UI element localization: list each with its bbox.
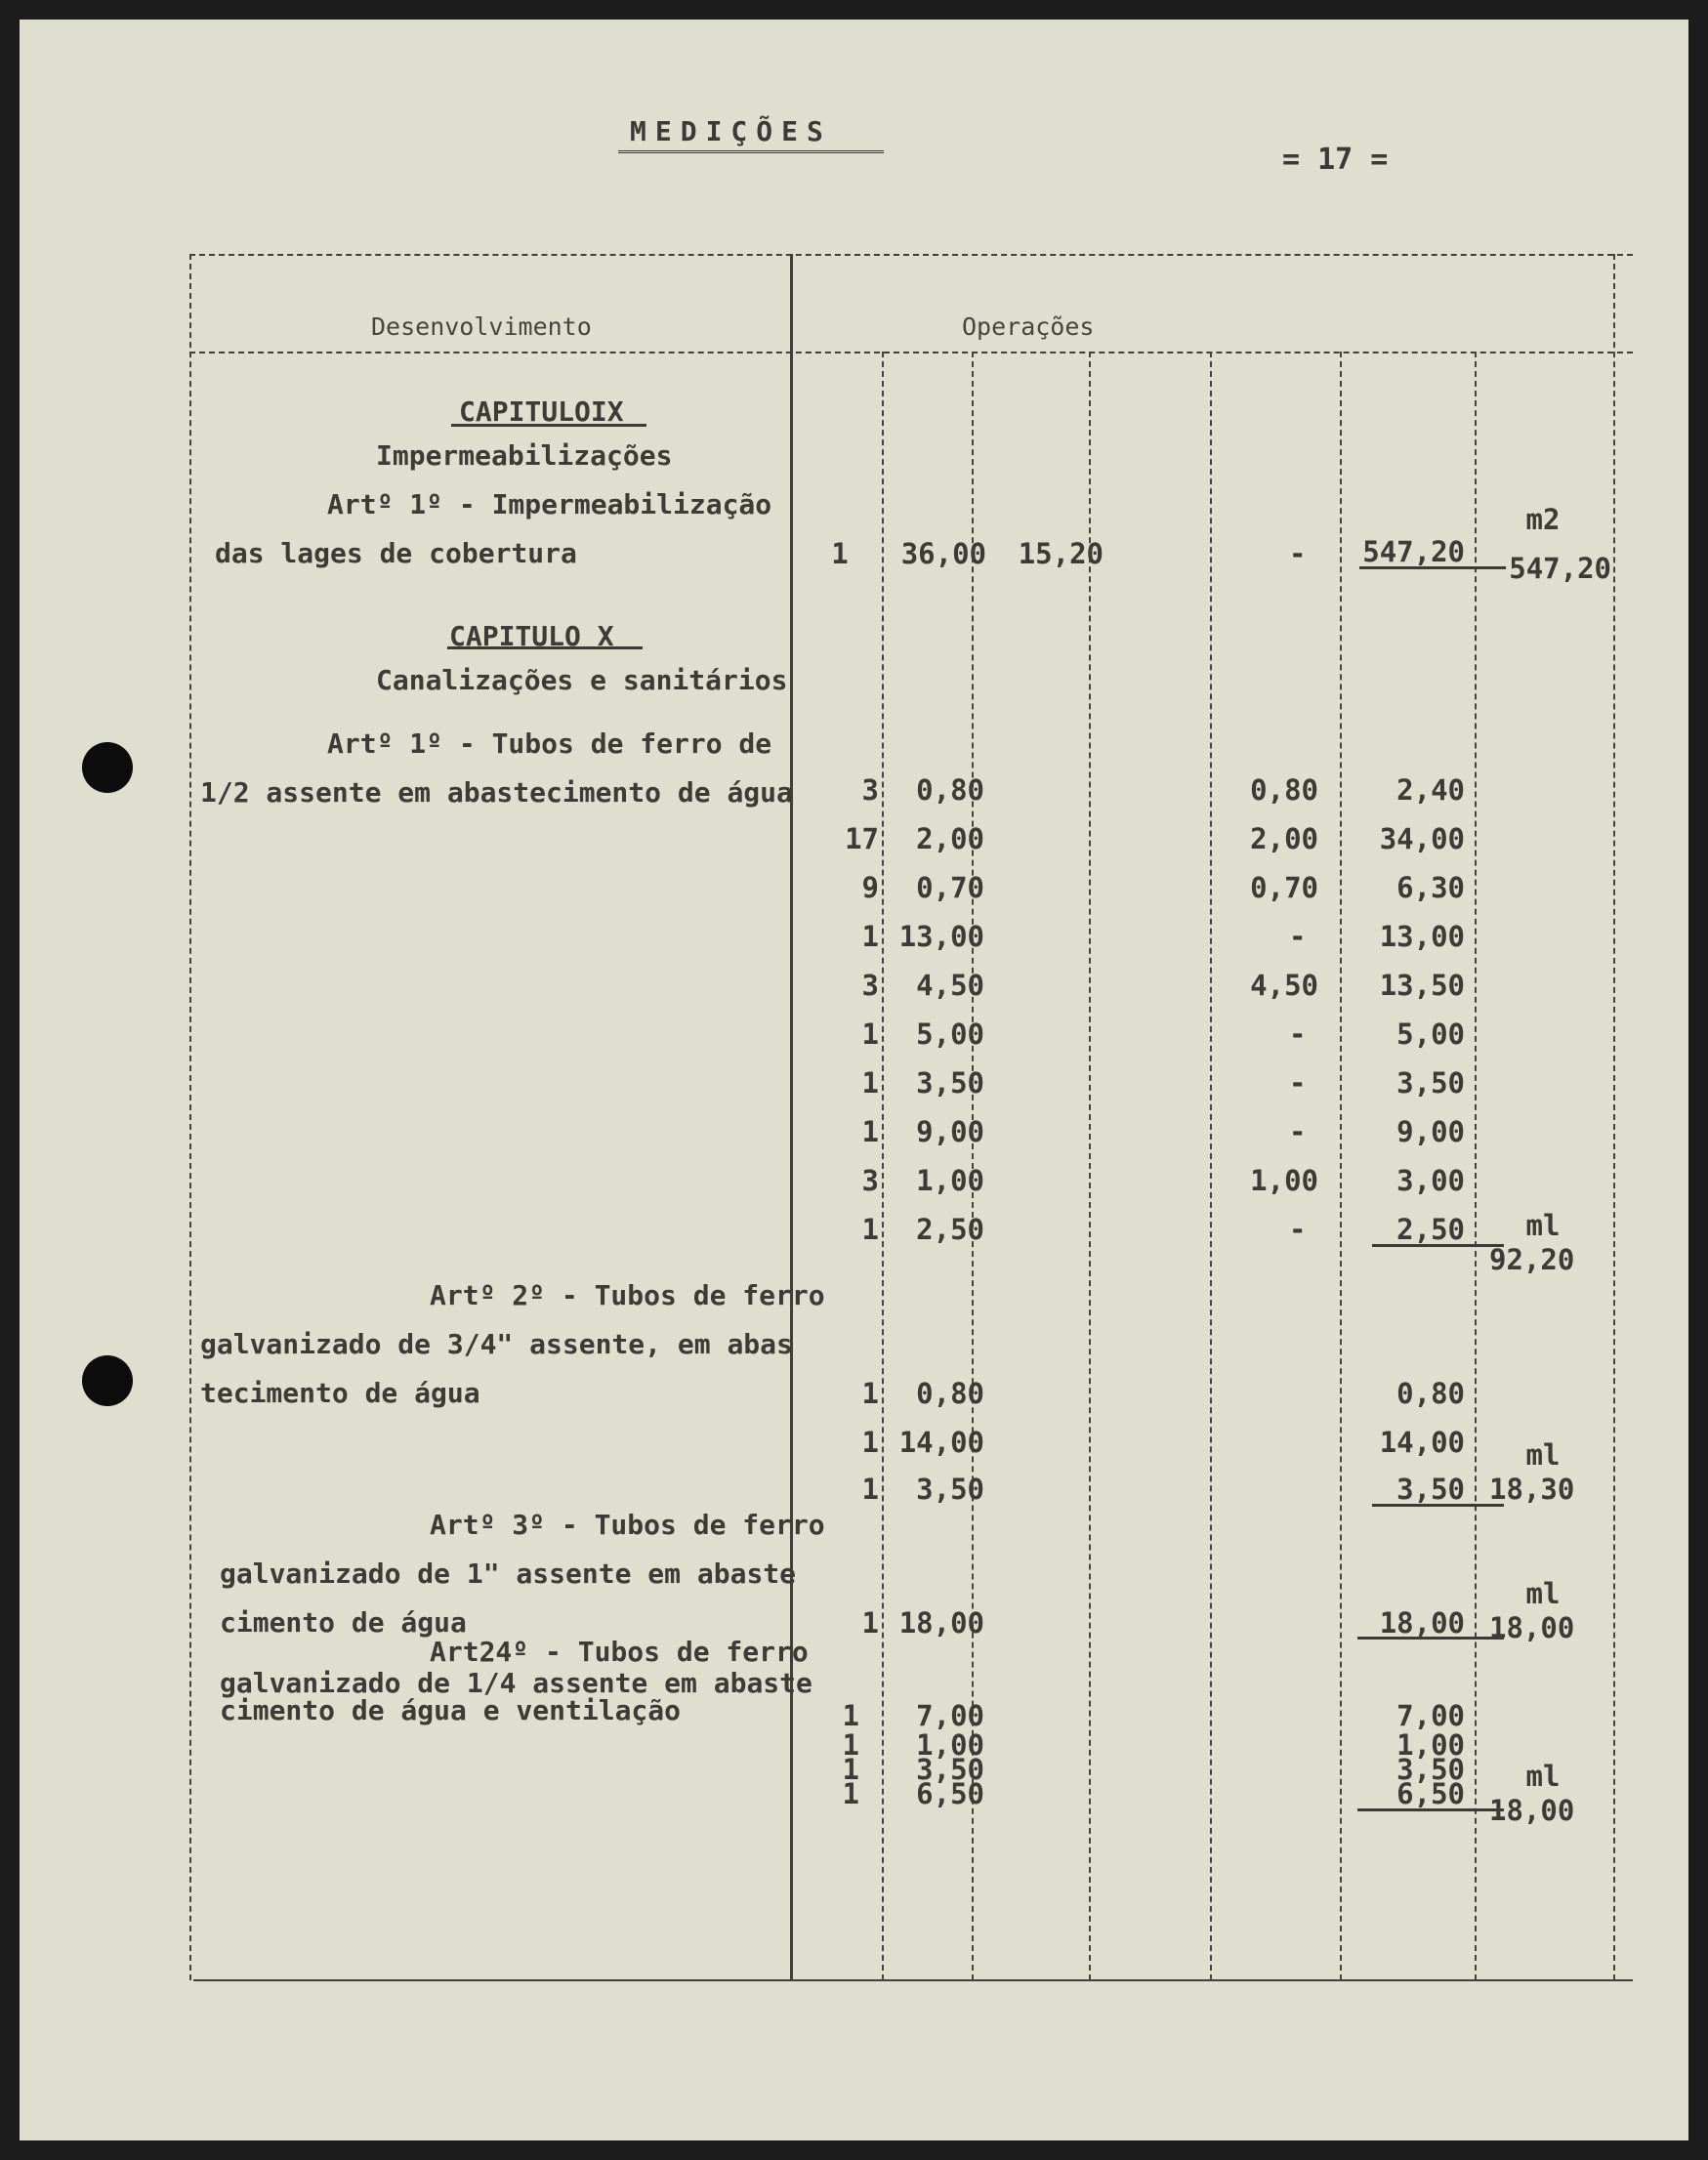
art1-row3-a: 0,70 (916, 871, 984, 904)
art1-row5-c: 4,50 (1250, 969, 1318, 1002)
ch9-unit: m2 (1525, 503, 1561, 536)
art2-row1-d: 0,80 (1396, 1377, 1465, 1410)
art3-qty: 1 (861, 1606, 879, 1640)
art1-row6-c: - (1289, 1018, 1307, 1051)
art2-row1-qty: 1 (861, 1377, 879, 1410)
art4-row1-a: 7,00 (916, 1699, 984, 1732)
table-header-divider (189, 352, 1633, 353)
art1-row1-d: 2,40 (1396, 773, 1465, 807)
title-underline (618, 150, 884, 156)
ch10-art2-line1: Artº 2º - Tubos de ferro (430, 1279, 825, 1311)
col-divider-1 (882, 352, 884, 1980)
art1-row7-a: 3,50 (916, 1066, 984, 1100)
art1-row2-a: 2,00 (916, 822, 984, 855)
ch10-art4-line1: Art24º - Tubos de ferro (430, 1636, 809, 1668)
art1-row9-c: 1,00 (1250, 1164, 1318, 1197)
art1-row3-c: 0,70 (1250, 871, 1318, 904)
art4-row1-d: 7,00 (1396, 1699, 1465, 1732)
col-divider-6 (1475, 352, 1477, 1980)
art3-total: 18,00 (1489, 1611, 1575, 1644)
art1-row1-qty: 3 (861, 773, 879, 807)
chapter-ix-subtitle: Impermeabilizações (376, 439, 673, 472)
art1-row8-d: 9,00 (1396, 1115, 1465, 1148)
art1-row6-qty: 1 (861, 1018, 879, 1051)
art1-total: 92,20 (1489, 1243, 1575, 1276)
art4-row1-qty: 1 (842, 1699, 859, 1732)
art1-row7-qty: 1 (861, 1066, 879, 1100)
table-right-border (1613, 254, 1615, 1980)
document-page (20, 20, 1688, 2140)
col-divider-4 (1210, 352, 1212, 1980)
binder-hole-top (82, 742, 133, 793)
ch10-art3-line1: Artº 3º - Tubos de ferro (430, 1509, 825, 1541)
art4-row3-a: 3,50 (916, 1753, 984, 1786)
art1-row6-a: 5,00 (916, 1018, 984, 1051)
chapter-x-underline (447, 646, 643, 649)
art1-row8-a: 9,00 (916, 1115, 984, 1148)
art1-row4-c: - (1289, 920, 1307, 953)
art1-row5-d: 13,50 (1379, 969, 1465, 1002)
header-desenvolvimento: Desenvolvimento (371, 312, 592, 341)
art1-row3-d: 6,30 (1396, 871, 1465, 904)
table-main-divider (790, 254, 793, 1980)
art4-row2-a: 1,00 (916, 1728, 984, 1762)
chapter-ix-underline (451, 424, 646, 427)
art1-row4-d: 13,00 (1379, 920, 1465, 953)
art1-row10-a: 2,50 (916, 1213, 984, 1246)
art1-row2-d: 34,00 (1379, 822, 1465, 855)
art1-row4-a: 13,00 (898, 920, 984, 953)
chapter-x-subtitle: Canalizações e sanitários (376, 664, 788, 696)
ch9-total: 547,20 (1509, 552, 1611, 585)
art1-row9-a: 1,00 (916, 1164, 984, 1197)
binder-hole-bottom (82, 1355, 133, 1406)
art2-row1-a: 0,80 (916, 1377, 984, 1410)
ch9-val-c: - (1289, 537, 1307, 570)
art1-row9-d: 3,00 (1396, 1164, 1465, 1197)
ch10-art1-line1: Artº 1º - Tubos de ferro de (327, 727, 772, 760)
col-divider-5 (1340, 352, 1342, 1980)
art1-row2-qty: 17 (845, 822, 879, 855)
art4-total: 18,00 (1489, 1794, 1575, 1827)
art1-row5-qty: 3 (861, 969, 879, 1002)
art4-unit: ml (1525, 1760, 1561, 1793)
art1-row7-c: - (1289, 1066, 1307, 1100)
art1-row7-d: 3,50 (1396, 1066, 1465, 1100)
table-bottom-border (193, 1979, 1633, 1981)
art1-row3-qty: 9 (861, 871, 879, 904)
art1-row10-d: 2,50 (1396, 1213, 1465, 1246)
art4-row2-qty: 1 (842, 1728, 859, 1762)
art1-row8-c: - (1289, 1115, 1307, 1148)
art1-row10-c: - (1289, 1213, 1307, 1246)
art2-unit: ml (1525, 1438, 1561, 1472)
col-divider-3 (1089, 352, 1091, 1980)
ch10-art3-line3: cimento de água (220, 1606, 467, 1639)
ch10-art3-line2: galvanizado de 1" assente em abaste (220, 1558, 797, 1590)
art1-row8-qty: 1 (861, 1115, 879, 1148)
art4-row4-a: 6,50 (916, 1777, 984, 1810)
art1-row6-d: 5,00 (1396, 1018, 1465, 1051)
page-title: MEDIÇÕES (630, 115, 832, 147)
ch10-art2-line2: galvanizado de 3/4" assente, em abas (200, 1328, 793, 1360)
art1-row1-c: 0,80 (1250, 773, 1318, 807)
art1-row4-qty: 1 (861, 920, 879, 953)
art4-row4-d: 6,50 (1396, 1777, 1465, 1810)
art2-row3-qty: 1 (861, 1473, 879, 1506)
art4-row3-qty: 1 (842, 1753, 859, 1786)
ch9-art1-line1: Artº 1º - Impermeabilização (327, 488, 772, 520)
art2-row2-d: 14,00 (1379, 1426, 1465, 1459)
art1-row10-qty: 1 (861, 1213, 879, 1246)
art2-row2-a: 14,00 (898, 1426, 984, 1459)
art1-row9-qty: 3 (861, 1164, 879, 1197)
art4-row4-qty: 1 (842, 1777, 859, 1810)
ch10-art4-line3: cimento de água e ventilação (220, 1694, 682, 1726)
header-operacoes: Operações (962, 312, 1095, 341)
art1-row1-a: 0,80 (916, 773, 984, 807)
page-number: = 17 = (1282, 143, 1389, 177)
art1-row5-a: 4,50 (916, 969, 984, 1002)
chapter-ix-heading: CAPITULOIX (459, 395, 624, 428)
ch9-qty: 1 (831, 537, 849, 570)
art4-row2-d: 1,00 (1396, 1728, 1465, 1762)
ch9-art1-line2: das lages de cobertura (215, 537, 577, 569)
art3-a: 18,00 (898, 1606, 984, 1640)
ch9-val-d: 547,20 (1362, 535, 1465, 568)
ch9-val-b: 15,20 (1018, 537, 1104, 570)
art1-row2-c: 2,00 (1250, 822, 1318, 855)
art4-row3-d: 3,50 (1396, 1753, 1465, 1786)
ch9-val-a: 36,00 (900, 537, 986, 570)
chapter-x-heading: CAPITULO X (449, 620, 614, 652)
ch10-art1-line2: 1/2 assente em abastecimento de água (200, 776, 793, 809)
table-top-border (189, 254, 1633, 256)
art3-d: 18,00 (1379, 1606, 1465, 1640)
art2-row2-qty: 1 (861, 1426, 879, 1459)
table-left-border (189, 254, 191, 1980)
ch10-art2-line3: tecimento de água (200, 1377, 480, 1409)
art2-total: 18,30 (1489, 1473, 1575, 1506)
art2-row3-a: 3,50 (916, 1473, 984, 1506)
art1-unit: ml (1525, 1209, 1561, 1242)
art2-row3-d: 3,50 (1396, 1473, 1465, 1506)
ch10-art4-line2: galvanizado de 1/4 assente em abaste (220, 1667, 812, 1699)
art3-unit: ml (1525, 1577, 1561, 1610)
